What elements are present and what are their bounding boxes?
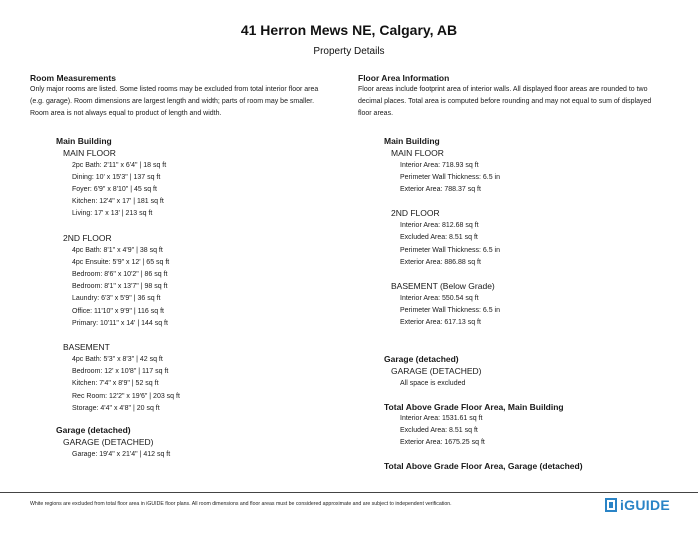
garage-note: All space is excluded bbox=[400, 379, 466, 387]
area-row: Perimeter Wall Thickness: 6.5 in bbox=[400, 246, 500, 254]
room-row: 4pc Bath: 8'1" x 4'9" | 38 sq ft bbox=[72, 246, 163, 254]
floor-name: MAIN FLOOR bbox=[63, 147, 116, 158]
floor-area-note-1: Floor areas include footprint area of interior walls. All displayed floor areas are rounded to two bbox=[358, 86, 648, 93]
page-subtitle: Property Details bbox=[313, 46, 385, 57]
area-row: Exterior Area: 1675.25 sq ft bbox=[400, 439, 485, 447]
page-title: 41 Herron Mews NE, Calgary, AB bbox=[240, 22, 458, 38]
room-row: Bedroom: 8'6" x 10'2" | 86 sq ft bbox=[72, 271, 168, 279]
room-row: Foyer: 6'9" x 8'10" | 45 sq ft bbox=[72, 186, 157, 194]
total-garage-label: Total Above Grade Floor Area, Garage (detached) bbox=[384, 461, 583, 472]
room-row: 4pc Ensuite: 5'9" x 12' | 65 sq ft bbox=[72, 258, 170, 266]
room-row: Bedroom: 8'1" x 13'7" | 98 sq ft bbox=[72, 283, 168, 291]
floor-name: GARAGE (DETACHED) bbox=[391, 365, 482, 376]
floor-area-heading: Floor Area Information bbox=[358, 73, 450, 83]
room-measurements-heading: Room Measurements bbox=[30, 73, 116, 83]
room-row: 4pc Bath: 5'3" x 8'3" | 42 sq ft bbox=[72, 356, 163, 364]
main-building-label: Main Building bbox=[384, 135, 440, 146]
garage-label: Garage (detached) bbox=[56, 425, 131, 436]
garage-label: Garage (detached) bbox=[384, 353, 459, 364]
floor-name: 2ND FLOOR bbox=[391, 208, 440, 219]
area-row: Perimeter Wall Thickness: 6.5 in bbox=[400, 307, 500, 315]
floor-name: GARAGE (DETACHED) bbox=[63, 437, 154, 448]
room-row: Storage: 4'4" x 4'8" | 20 sq ft bbox=[72, 404, 160, 412]
floor-name: BASEMENT bbox=[63, 342, 110, 353]
floor-area-note-3: floor areas. bbox=[358, 110, 394, 118]
iguide-logo-text: iGUIDE bbox=[619, 497, 670, 513]
floor-name: 2ND FLOOR bbox=[63, 232, 112, 243]
room-row: Garage: 19'4" x 21'4" | 412 sq ft bbox=[72, 451, 171, 459]
floor-name: BASEMENT (Below Grade) bbox=[391, 281, 495, 292]
room-row: Primary: 10'11" x 14' | 144 sq ft bbox=[72, 319, 168, 327]
room-row: Bedroom: 12' x 10'8" | 117 sq ft bbox=[72, 368, 169, 376]
total-main-label: Total Above Grade Floor Area, Main Building bbox=[384, 401, 564, 412]
area-row: Exterior Area: 886.88 sq ft bbox=[400, 258, 481, 266]
area-row: Perimeter Wall Thickness: 6.5 in bbox=[400, 173, 500, 181]
area-row: Exterior Area: 617.13 sq ft bbox=[400, 319, 481, 327]
room-row: 2pc Bath: 2'11" x 6'4" | 18 sq ft bbox=[72, 161, 167, 169]
floor-area-note-2: decimal places. Total area is computed before rounding and may not equal to sum of displayed bbox=[358, 98, 652, 106]
room-row: Dining: 10' x 15'3" | 137 sq ft bbox=[72, 173, 161, 181]
footer-divider bbox=[0, 492, 698, 493]
floor-area-section bbox=[358, 72, 678, 472]
iguide-logo-icon bbox=[605, 498, 617, 512]
area-row: Interior Area: 718.93 sq ft bbox=[400, 161, 479, 169]
room-row: Living: 17' x 13' | 213 sq ft bbox=[72, 210, 153, 218]
room-measurements-note-2: (e.g. garage). Room dimensions are largest length and width; parts of room may be smaller. bbox=[30, 98, 315, 106]
area-row: Interior Area: 550.54 sq ft bbox=[400, 295, 479, 303]
room-row: Kitchen: 12'4" x 17' | 181 sq ft bbox=[72, 198, 164, 206]
floor-name: MAIN FLOOR bbox=[391, 147, 444, 158]
area-row: Exterior Area: 788.37 sq ft bbox=[400, 186, 481, 194]
room-row: Laundry: 6'3" x 5'9" | 36 sq ft bbox=[72, 295, 161, 303]
room-row: Rec Room: 12'2" x 19'6" | 203 sq ft bbox=[72, 392, 180, 400]
iguide-logo bbox=[605, 496, 670, 514]
main-building-label: Main Building bbox=[56, 135, 112, 146]
area-row: Excluded Area: 8.51 sq ft bbox=[400, 427, 478, 435]
area-row: Interior Area: 1531.61 sq ft bbox=[400, 414, 483, 422]
footer-note: White regions are excluded from total floor area in iGUIDE floor plans. All room dimensions and floor areas must be considered approximate and are subject to independent verification. bbox=[30, 501, 452, 507]
area-row: Excluded Area: 8.51 sq ft bbox=[400, 234, 478, 242]
room-measurements-note-1: Only major rooms are listed. Some listed rooms may be excluded from total interior floor area bbox=[30, 86, 319, 93]
area-row: Interior Area: 812.68 sq ft bbox=[400, 222, 479, 230]
room-measurements-note-3: Room area is not always equal to product of length and width. bbox=[30, 110, 222, 118]
room-row: Kitchen: 7'4" x 8'9" | 52 sq ft bbox=[72, 380, 159, 388]
room-row: Office: 11'10" x 9'9" | 116 sq ft bbox=[72, 307, 164, 315]
room-measurements-section bbox=[30, 72, 350, 461]
